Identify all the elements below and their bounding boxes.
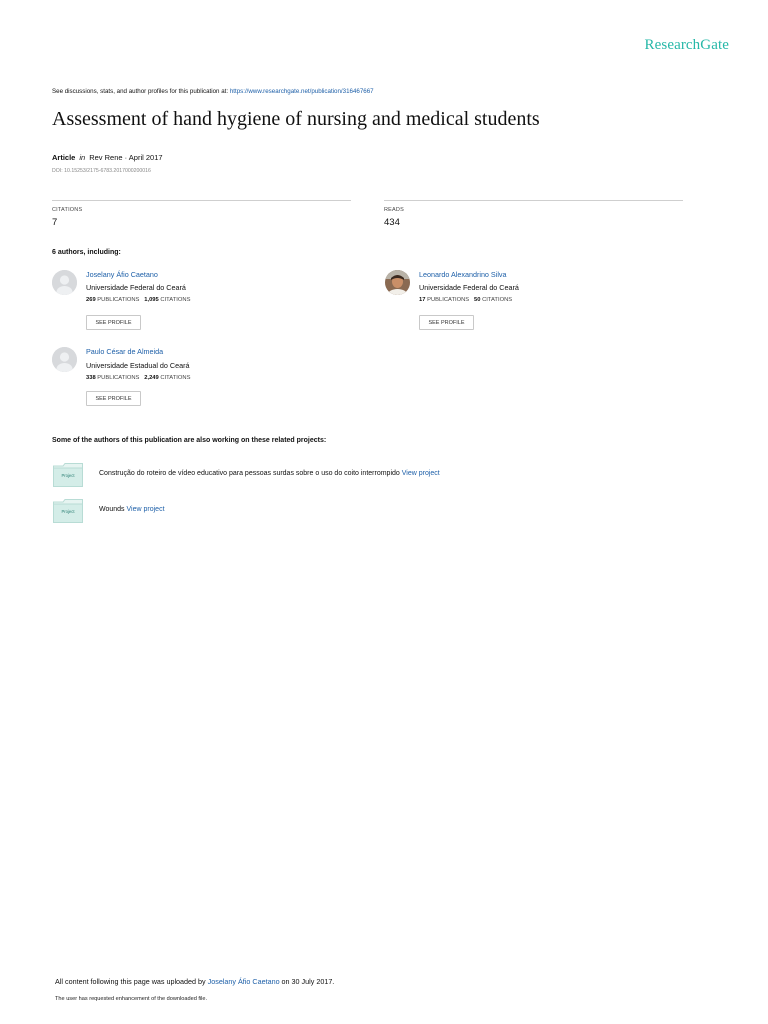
page-title: Assessment of hand hygiene of nursing and medical students — [52, 108, 540, 130]
see-profile-button[interactable]: SEE PROFILE — [419, 315, 474, 330]
author-publications-count: 17 — [419, 297, 426, 303]
project-title: Construção do roteiro de vídeo educativo para pessoas surdas sobre o uso do coito interrompido — [99, 470, 400, 477]
article-meta — [52, 153, 163, 162]
publications-label: PUBLICATIONS — [427, 297, 470, 303]
author-stats — [86, 297, 190, 303]
citations-label: CITATIONS — [160, 375, 191, 381]
project-folder-icon[interactable] — [53, 463, 83, 487]
default-avatar-icon — [52, 347, 77, 372]
author-affiliation: Universidade Federal do Ceará — [86, 283, 186, 292]
divider — [384, 200, 683, 201]
publications-label: PUBLICATIONS — [97, 375, 140, 381]
author-affiliation: Universidade Estadual do Ceará — [86, 361, 190, 370]
see-profile-button[interactable]: SEE PROFILE — [86, 315, 141, 330]
disclaimer-line — [52, 88, 374, 95]
enhancement-note: The user has requested enhancement of the downloaded file. — [55, 996, 208, 1002]
avatar[interactable] — [52, 347, 77, 372]
author-citations-count: 1,095 — [144, 297, 159, 303]
doi: DOI: 10.15253/2175-6783.2017000200016 — [52, 168, 151, 174]
publications-label: PUBLICATIONS — [97, 297, 140, 303]
project-title: Wounds — [99, 506, 125, 513]
default-avatar-icon — [52, 270, 77, 295]
avatar[interactable] — [52, 270, 77, 295]
citations-count[interactable]: 7 — [52, 217, 58, 228]
project-folder-icon[interactable] — [53, 499, 83, 523]
author-name-link[interactable]: Paulo César de Almeida — [86, 347, 164, 356]
researchgate-logo[interactable]: ResearchGate — [644, 37, 729, 53]
citations-label: CITATIONS — [160, 297, 191, 303]
author-photo-icon — [385, 270, 410, 295]
author-publications-count: 269 — [86, 297, 96, 303]
author-stats — [86, 375, 190, 381]
meta-in: in — [79, 153, 86, 162]
upload-note — [55, 977, 334, 986]
reads-count[interactable]: 434 — [384, 217, 400, 228]
project-row — [99, 470, 440, 477]
author-affiliation: Universidade Federal do Ceará — [419, 283, 519, 292]
author-citations-count: 2,249 — [144, 375, 159, 381]
article-type: Article — [52, 153, 76, 162]
author-publications-count: 338 — [86, 375, 96, 381]
uploader-link[interactable]: Joselany Áfio Caetano — [207, 977, 280, 986]
upload-prefix: All content following this page was uploaded by — [55, 977, 208, 986]
citations-label: CITATIONS — [52, 207, 83, 213]
project-row — [99, 506, 165, 513]
reads-label: READS — [384, 207, 404, 213]
citations-label: CITATIONS — [482, 297, 513, 303]
author-name-link[interactable]: Joselany Áfio Caetano — [86, 270, 158, 279]
divider — [52, 200, 351, 201]
authors-heading: 6 authors, including: — [52, 249, 121, 256]
journal-link[interactable]: Rev Rene · April 2017 — [89, 153, 163, 162]
view-project-link[interactable]: View project — [126, 506, 165, 513]
publication-url-link[interactable]: https://www.researchgate.net/publication/316467667 — [229, 88, 374, 95]
avatar[interactable] — [385, 270, 410, 295]
view-project-link[interactable]: View project — [401, 470, 440, 477]
project-icon-label: Project — [61, 509, 75, 514]
disclaimer-text: See discussions, stats, and author profiles for this publication at: — [52, 88, 230, 95]
author-stats — [419, 297, 512, 303]
see-profile-button[interactable]: SEE PROFILE — [86, 391, 141, 406]
upload-suffix: on 30 July 2017. — [279, 977, 335, 986]
author-citations-count: 50 — [474, 297, 481, 303]
projects-heading: Some of the authors of this publication are also working on these related projects: — [52, 437, 327, 444]
author-name-link[interactable]: Leonardo Alexandrino Silva — [419, 270, 507, 279]
project-icon-label: Project — [61, 473, 75, 478]
